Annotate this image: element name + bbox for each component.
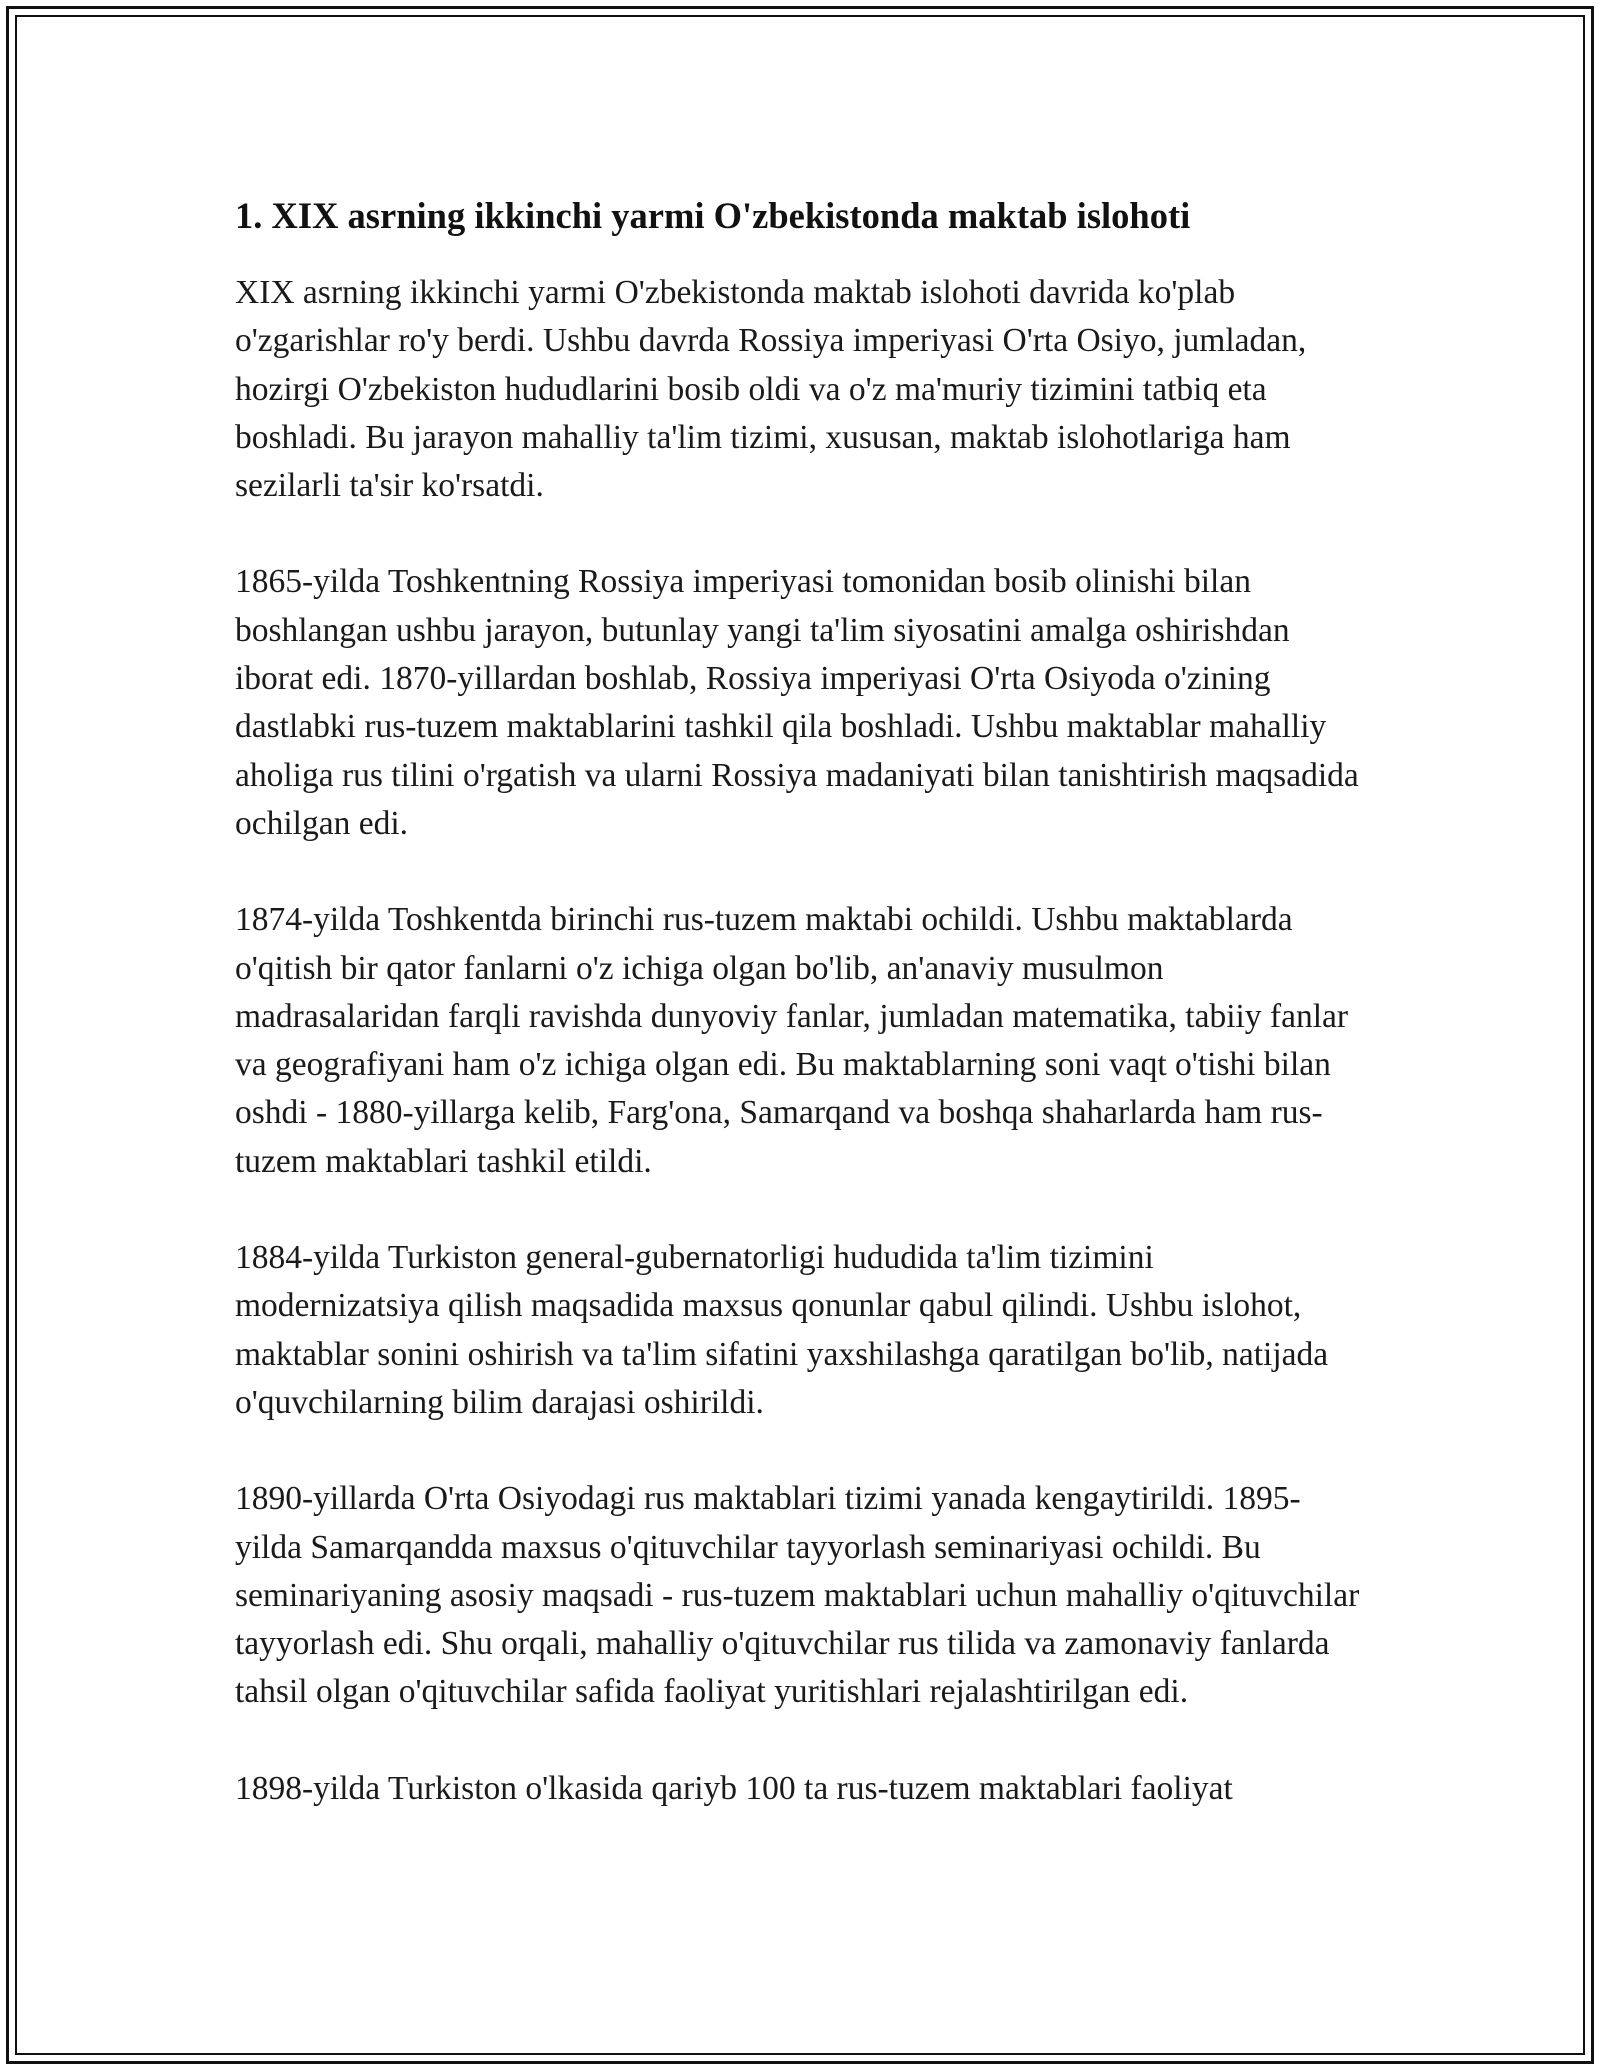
paragraph-2: 1865-yilda Toshkentning Rossiya imperiyasi tomonidan bosib olinishi bilan boshlangan ushbu jarayon, butunlay yangi ta'lim siyosatini amalga oshirishdan iborat edi. 1870-yillardan boshlab, Rossiya imperiyasi O'rta Osiyoda o'zining dastlabki rus-tuzem maktablarini tashkil qila boshladi. Ushbu maktablar mahalliy aholiga rus tilini o'rgatish va ularni Rossiya madaniyati bilan tanishtirish maqsadida ochilgan edi. (235, 563, 1359, 842)
document-body (235, 185, 1365, 1861)
paragraph-3: 1874-yilda Toshkentda birinchi rus-tuzem maktabi ochildi. Ushbu maktablarda o'qitish bir qator fanlarni o'z ichiga olgan bo'lib, an'anaviy musulmon madrasalaridan farqli ravishda dunyoviy fanlar, jumladan matematika, tabiiy fanlar va geografiyani ham o'z ichiga olgan edi. Bu maktablarning soni vaqt o'tishi bilan oshdi - 1880-yillarga kelib, Farg'ona, Samarqand va boshqa shaharlarda ham rus-tuzem maktablari tashkil etildi. (235, 901, 1349, 1180)
paragraph-6: 1898-yilda Turkiston o'lkasida qariyb 100 ta rus-tuzem maktablari faoliyat (235, 1769, 1233, 1807)
paragraph-4: 1884-yilda Turkiston general-gubernatorligi hududida ta'lim tizimini modernizatsiya qilish maqsadida maxsus qonunlar qabul qilindi. Ushbu islohot, maktablar sonini oshirish va ta'lim sifatini yaxshilashga qaratilgan bo'lib, natijada o'quvchilarning bilim darajasi oshirildi. (235, 1239, 1329, 1421)
paragraph-5: 1890-yillarda O'rta Osiyodagi rus maktablari tizimi yanada kengaytirildi. 1895-yilda Samarqandda maxsus o'qituvchilar tayyorlash seminariyasi ochildi. Bu seminariyaning asosiy maqsadi - rus-tuzem maktablari uchun mahalliy o'qituvchilar tayyorlash edi. Shu orqali, mahalliy o'qituvchilar rus tilida va zamonaviy fanlarda tahsil olgan o'qituvchilar safida faoliyat yuritishlari rejalashtirilgan edi. (235, 1480, 1360, 1711)
section-heading: 1. XIX asrning ikkinchi yarmi O'zbekistonda maktab islohoti (235, 195, 1191, 236)
paragraph-1: XIX asrning ikkinchi yarmi O'zbekistonda maktab islohoti davrida ko'plab o'zgarishlar ro'y berdi. Ushbu davrda Rossiya imperiyasi O'rta Osiyo, jumladan, hozirgi O'zbekiston hududlarini bosib oldi va o'z ma'muriy tizimini tatbiq eta boshladi. Bu jarayon mahalliy ta'lim tizimi, xususan, maktab islohotlariga ham sezilarli ta'sir ko'rsatdi. (235, 274, 1307, 505)
